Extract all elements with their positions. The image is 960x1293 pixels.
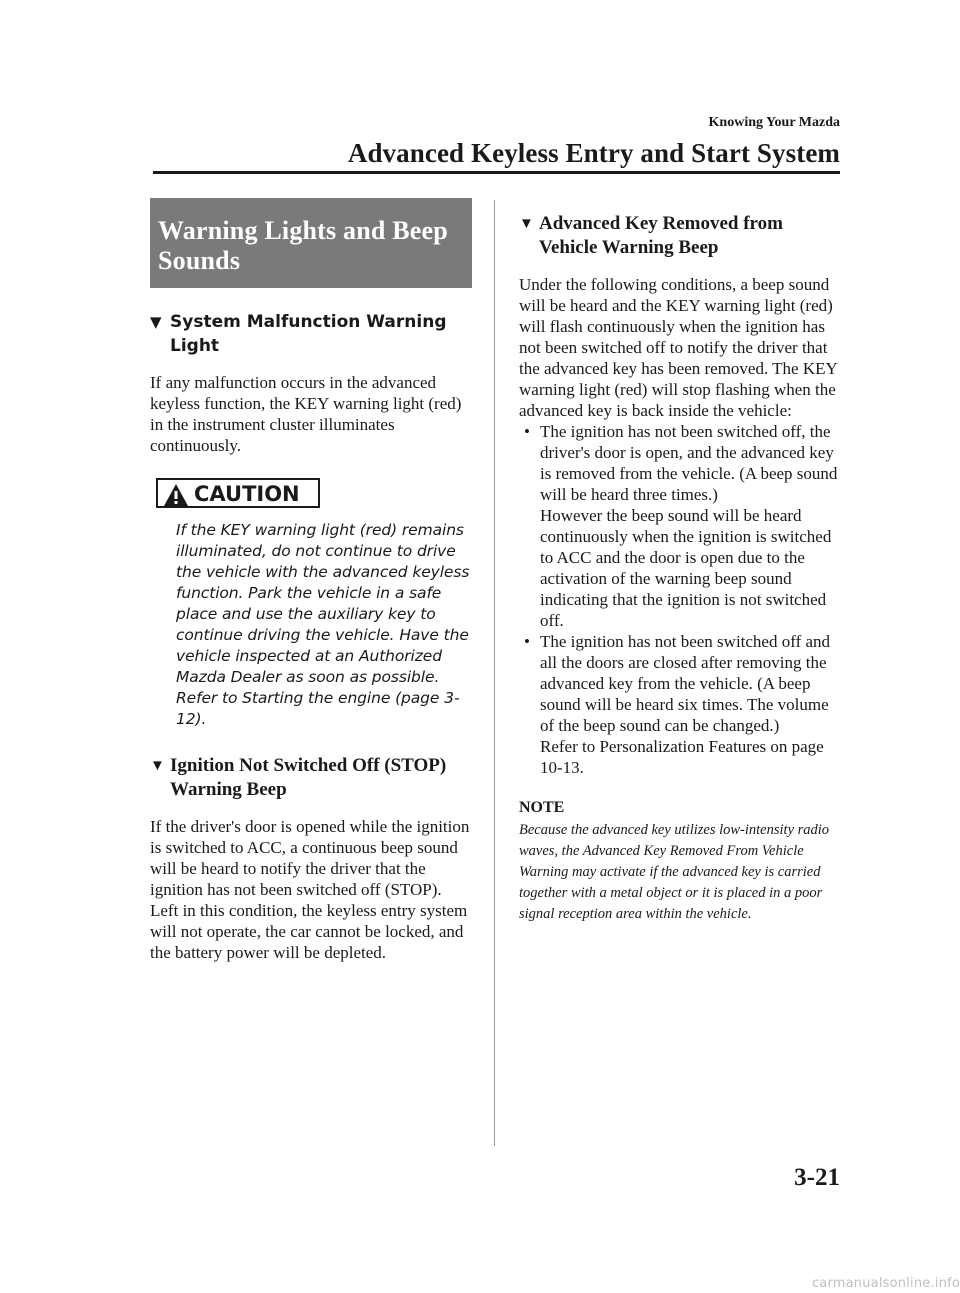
header-rule [153,171,840,174]
chapter-title: Knowing Your Mazda [708,115,840,130]
paragraph-malfunction: If any malfunction occurs in the advanced keyless function, the KEY warning light (red) in the instrument cluster illuminates continuously. [150,373,462,455]
column-divider [494,200,495,1146]
bullet-icon: • [524,632,530,651]
caution-box [156,478,320,508]
section-banner: Warning Lights and Beep Sounds [150,198,472,288]
bullet-icon: • [524,422,530,441]
paragraph-ignition: If the driver's door is opened while the ignition is switched to ACC, a continuous beep sound will be heard to notify the driver that the ignition has not been switched off (STOP). Left in this condition, the keyless entry system will not operate, the car cannot be locked, and the battery power will be depleted. [150,817,470,962]
triangle-icon: ▼ [519,216,534,232]
list-item [519,421,844,631]
caution-text: If the KEY warning light (red) remains illuminated, do not continue to drive the vehicle with the advanced keyless function. Park the vehicle in a safe place and use the auxiliary key to continue driving the vehicle. Have the vehicle inspected at an Authorized Mazda Dealer as soon as possible. Refer to Starting the engine (page 3-12). [176,521,470,728]
bullet-continuation: However the beep sound will be heard continuously when the ignition is switched to ACC and the door is open due to the activation of the warning beep sound indicating that the ignition is not switched off. [540,506,832,630]
left-column [150,198,472,963]
bullet-continuation: Refer to Personalization Features on page 10-13. [540,737,824,777]
running-header [348,114,840,170]
note-text: Because the advanced key utilizes low-intensity radio waves, the Advanced Key Removed From Vehicle Warning may activate if the advanced key is carried together with a metal object or it is placed in a poor signal reception area within the vehicle. [519,822,830,922]
caution-label: CAUTION [194,482,300,506]
paragraph-key-removed: Under the following conditions, a beep sound will be heard and the KEY warning light (red) will flash continuously when the ignition has not been switched off to notify the driver that the advanced key has been removed. The KEY warning light (red) will stop flashing when the advanced key is back inside the vehicle: [519,275,838,420]
page-number: 3-21 [794,1164,840,1191]
bullet-text: The ignition has not been switched off and all the doors are closed after removing the advanced key from the vehicle. (A beep sound will be heard six times. The volume of the beep sound can be changed.) [540,632,831,735]
note-label: NOTE [519,799,565,816]
triangle-icon: ▼ [150,313,162,331]
subheading-text: Advanced Key Removed from Vehicle Warning Beep [539,213,783,258]
subheading-text: Ignition Not Switched Off (STOP) Warning Beep [170,755,447,800]
watermark: carmanualsonline.info [811,1276,960,1291]
list-item [519,631,844,778]
subheading-text: System Malfunction Warning Light [170,312,447,356]
bullet-text: The ignition has not been switched off, the driver's door is open, and the advanced key is removed from the vehicle. (A beep sound will be heard three times.) [540,422,838,504]
right-column [519,198,844,925]
subheading-ignition-warning [150,754,472,802]
subheading-system-malfunction [150,310,472,358]
triangle-icon: ▼ [150,758,165,774]
subheading-key-removed [519,212,844,260]
bullet-list [519,421,844,778]
section-title: Advanced Keyless Entry and Start System [347,138,840,168]
warning-triangle-icon [163,483,189,507]
